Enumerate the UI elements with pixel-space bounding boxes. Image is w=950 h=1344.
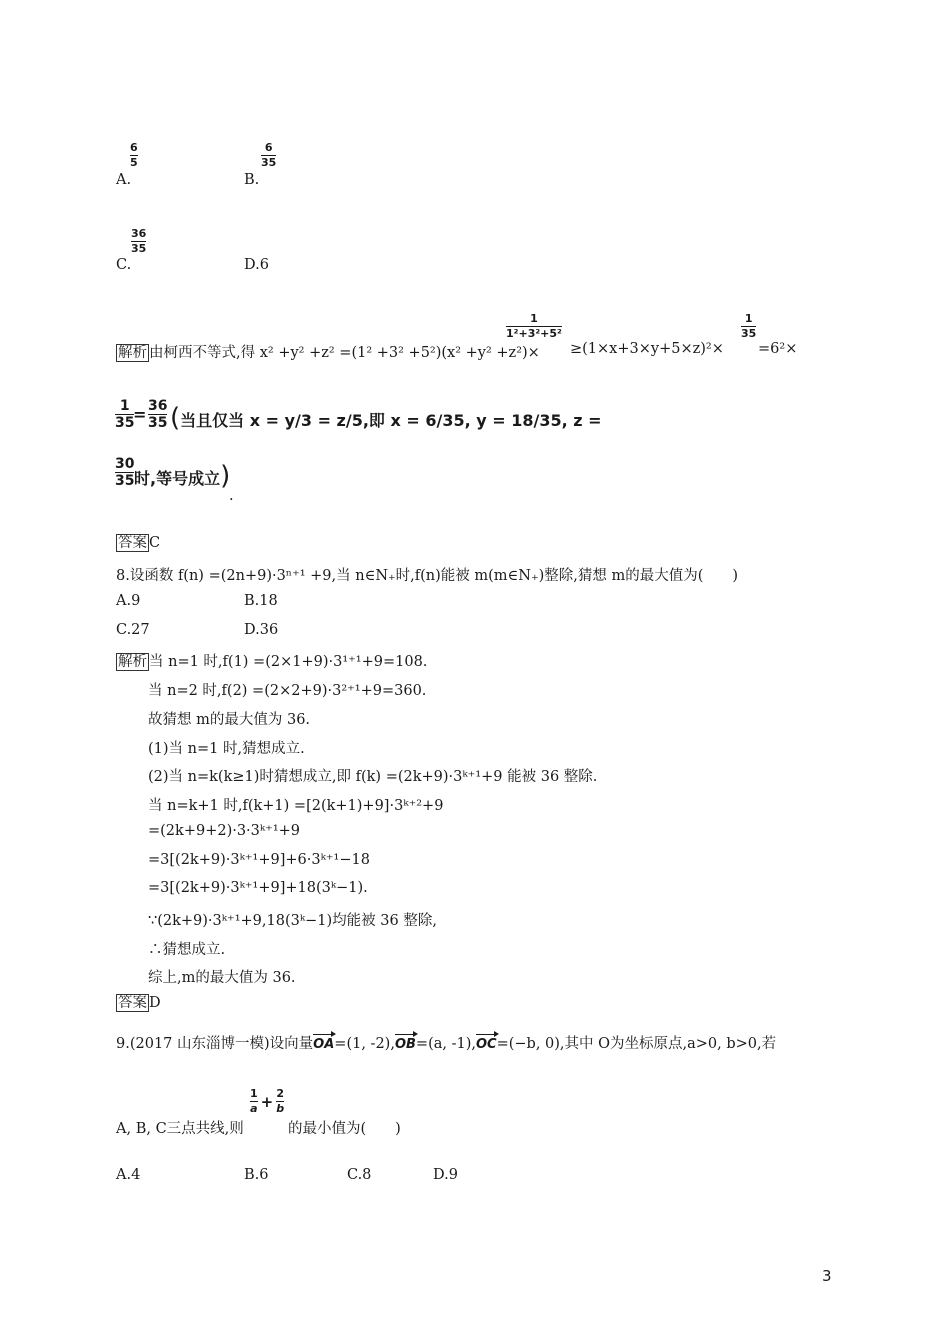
q7-option-a-label: A. [116, 172, 132, 188]
analysis8-line-3: 故猜想 m的最大值为 36. [148, 712, 311, 728]
vector-oc: OC [475, 1037, 497, 1052]
analysis8-line-4: (1)当 n=1 时,猜想成立. [148, 741, 305, 757]
answer-tag: 答案 [118, 995, 147, 1011]
analysis7-line2-text: (当且仅当 x = y/3 = z/5,即 x = 6/35, y = 18/35, z = [170, 403, 602, 433]
analysis7-line2-fraction-2: 36 35 [148, 398, 168, 431]
q9-option-b: B.6 [244, 1167, 269, 1183]
analysis8-line-10: ∵(2k+9)·3ᵏ⁺¹+9,18(3ᵏ−1)均能被 36 整除, [148, 913, 437, 929]
q9-stem-line2-end: 的最小值为( ) [288, 1121, 401, 1137]
q8-option-c: C.27 [116, 622, 150, 638]
analysis7-line1-end: =6²× [758, 341, 798, 357]
analysis8-line-2: 当 n=2 时,f(2) =(2×2+9)·3²⁺¹+9=360. [148, 683, 427, 699]
q9-stem-line2: A, B, C三点共线,则 [116, 1121, 244, 1137]
q8-option-d: D.36 [244, 622, 279, 638]
q7-option-b-label: B. [244, 172, 260, 188]
analysis8-line-9: =3[(2k+9)·3ᵏ⁺¹+9]+18(3ᵏ−1). [148, 880, 368, 896]
analysis8-line-7: =(2k+9+2)·3·3ᵏ⁺¹+9 [148, 823, 301, 839]
analysis8-line-5: (2)当 n=k(k≥1)时猜想成立,即 f(k) =(2k+9)·3ᵏ⁺¹+9 能被 36 整除. [148, 769, 598, 785]
vector-ob: OB [394, 1037, 416, 1052]
analysis-tag: 解析 [118, 345, 147, 361]
answer7 [116, 535, 160, 551]
page-number: 3 [822, 1267, 832, 1285]
analysis8-line-1: 解析 当 n=1 时,f(1) =(2×1+9)·3¹⁺¹+9=108. [118, 654, 428, 670]
analysis8-line-8: =3[(2k+9)·3ᵏ⁺¹+9]+6·3ᵏ⁺¹−18 [148, 852, 370, 868]
analysis-tag: 解析 [118, 654, 147, 670]
q7-option-c-fraction: 36 35 [131, 227, 147, 255]
analysis7-line1 [116, 341, 540, 362]
vector-oa: OA [313, 1037, 335, 1052]
q9-fraction-expression: $\frac{1}{a}$ + $\frac{2}{b}$ [250, 1087, 285, 1115]
q7-option-c-label: C. [116, 257, 132, 273]
answer7-value: C [149, 535, 161, 551]
analysis7-line3-dot: . [229, 488, 234, 504]
analysis7-line2-fraction-1: 1 35 [115, 398, 135, 431]
analysis8-line-11: ∴猜想成立. [148, 942, 226, 958]
analysis7-exponent-fraction-1: 1 1²+3²+5² [506, 312, 562, 340]
analysis7-line3-text: 时,等号成立) [134, 461, 231, 491]
q8-option-a: A.9 [116, 593, 141, 609]
q7-option-b-fraction: 6 35 [261, 141, 277, 169]
q9-option-d: D.9 [433, 1167, 458, 1183]
answer-tag: 答案 [118, 535, 147, 551]
analysis8-line-6: 当 n=k+1 时,f(k+1) =[2(k+1)+9]·3ᵏ⁺²+9 [148, 798, 444, 814]
analysis8-line-12: 综上,m的最大值为 36. [148, 970, 296, 986]
q9-option-c: C.8 [347, 1167, 372, 1183]
analysis7-line2-equals: = [133, 405, 147, 424]
q7-option-d: D.6 [244, 257, 269, 273]
q7-option-a-fraction: 6 5 [130, 141, 138, 169]
analysis7-line3-fraction: 30 35 [115, 456, 135, 489]
q9-option-a: A.4 [116, 1167, 141, 1183]
analysis7-line1-mid: ≥(1×x+3×y+5×z)²× [570, 341, 724, 357]
answer8-value: D [149, 995, 161, 1011]
q8-stem: 8.设函数 f(n) =(2n+9)·3ⁿ⁺¹ +9,当 n∈N₊时,f(n)能被 m(m∈N₊)整除,猜想 m的最大值为( ) [116, 568, 739, 584]
q9-stem-line1: 9.(2017 山东淄博一模)设向量OA=(1, -2),OB=(a, -1),OC=(−b, 0),其中 O为坐标原点,a>0, b>0,若 [116, 1036, 777, 1052]
answer8 [116, 995, 161, 1011]
q8-option-b: B.18 [244, 593, 278, 609]
analysis7-exponent-fraction-2: 1 35 [741, 312, 757, 340]
analysis7-line1-text: 由柯西不等式,得 x² +y² +z² =(1² +3² +5²)(x² +y² +z²)× [149, 345, 540, 361]
